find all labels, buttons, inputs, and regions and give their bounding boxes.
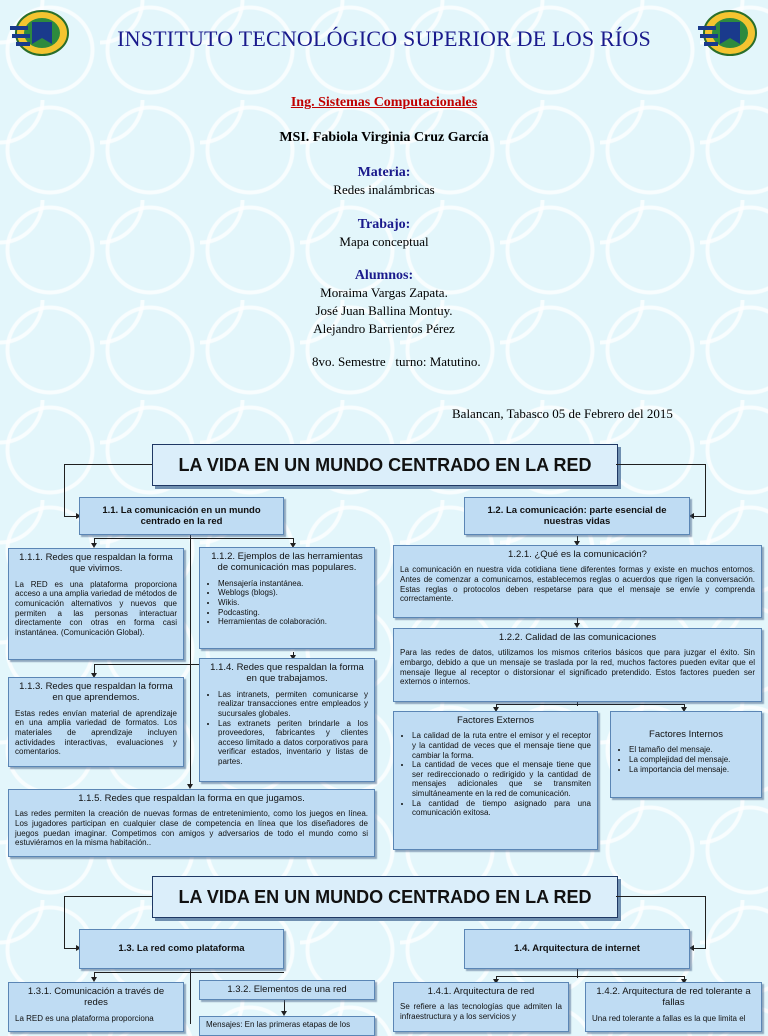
- node-1-1-4: [199, 658, 375, 782]
- students-label: Alumnos:: [354, 268, 414, 283]
- node-text: La comunicación en nuestra vida cotidiana tiene diferentes formas y existe en muchos entornos. Antes de comenzar a comunicarnos, establecemos reglas o acuerdos que rigen la conversación. Estas reglas o protocolos deben respetarse para que el mensaje se envíe y comprenda correctamente.: [400, 565, 755, 604]
- list-item: • Podcasting.: [218, 608, 368, 618]
- list-item: • Herramientas de colaboración.: [218, 617, 368, 627]
- node-title: 1.1.4. Redes que respaldan la forma en que trabajamos.: [210, 662, 364, 685]
- list-item: • La calidad de la ruta entre el emisor y el receptor y la cantidad de veces que el mensaje tiene que cambiar la forma.: [412, 731, 591, 760]
- node-title: 1.4.1. Arquitectura de red: [427, 986, 535, 997]
- node-1-1-1: [8, 548, 184, 660]
- node-1-3-1: [8, 982, 184, 1032]
- map-title: LA VIDA EN UN MUNDO CENTRADO EN LA RED: [152, 876, 618, 918]
- node-1-4-1: [393, 982, 569, 1032]
- institution-title: INSTITUTO TECNOLÓGICO SUPERIOR DE LOS RÍOS: [117, 26, 651, 51]
- work-label: Trabajo:: [357, 217, 411, 232]
- teacher-name: MSI. Fabiola Virginia Cruz García: [279, 130, 489, 145]
- subject-value: Redes inalámbricas: [333, 182, 435, 197]
- node-title: 1.2.2. Calidad de las comunicaciones: [498, 632, 657, 643]
- node-text: Mensajes: En las primeras etapas de los: [206, 1020, 351, 1029]
- node-text: La RED es una plataforma proporciona acceso a una amplia variedad de métodos de comunicación alternativos y nuevos que permiten a las personas interactuar directamente con otras en forma casi instantánea. (Comunicación Global).: [15, 579, 177, 637]
- node-text: La RED es una plataforma proporciona: [15, 1013, 154, 1023]
- list-item: • La complejidad del mensaje.: [629, 755, 755, 765]
- node-1-1-2: [199, 547, 375, 649]
- map-title: LA VIDA EN UN MUNDO CENTRADO EN LA RED: [152, 444, 618, 486]
- node-title: 1.3.1. Comunicación a través de redes: [27, 986, 165, 1009]
- node-text: Para las redes de datos, utilizamos los mismos criterios básicos que para juzgar el éxito. Sin embargo, debido a que un mensaje se traslada por la red, muchos factores pueden evitar que el mensaje llegue al receptor o distorsionar el significado pretendido. Estos factores pueden ser externos o internos.: [400, 648, 755, 687]
- node-1-3-2: 1.3.2. Elementos de una red: [199, 980, 375, 1000]
- node-internal-factors: [610, 711, 762, 798]
- node-title: Factores Internos: [649, 729, 723, 740]
- career-name: Ing. Sistemas Computacionales: [290, 95, 478, 110]
- node-1-1-5: [8, 789, 375, 857]
- node-external-factors: [393, 711, 598, 850]
- node-title: 1.1.5. Redes que respaldan la forma en que jugamos.: [78, 793, 305, 804]
- node-text: Estas redes envían material de aprendizaje en una amplia variedad de formatos. Los materiales de aprendizaje incluyen actividades interactivas, evaluaciones y comentarios.: [15, 708, 177, 757]
- list-item: • Weblogs (blogs).: [218, 588, 368, 598]
- node-1-2-2: [393, 628, 762, 702]
- node-1-4-2: [585, 982, 762, 1032]
- work-value: Mapa conceptual: [339, 234, 429, 249]
- list-item: • Mensajería instantánea.: [218, 579, 368, 589]
- subject-label: Materia:: [357, 165, 411, 180]
- node-1-4: 1.4. Arquitectura de internet: [464, 929, 690, 969]
- student-name: José Juan Ballina Montuy.: [315, 303, 453, 318]
- node-text: Las redes permiten la creación de nuevas formas de entretenimiento, como los juegos en línea. Los jugadores participan en cualquier clase de competencia en línea que los diseñadores de juegos puedan imaginar. Competimos con amigos y adversarios de todo el mundo como si estuviéramos en la misma habitación..: [15, 809, 368, 848]
- list-item: • El tamaño del mensaje.: [629, 745, 755, 755]
- node-text: Se refiere a las tecnologías que admiten la infraestructura y a los servicios y: [400, 1002, 562, 1021]
- node-1-2-1: [393, 545, 762, 618]
- node-1-2: 1.2. La comunicación: parte esencial de nuestras vidas: [464, 497, 690, 535]
- list-item: • La cantidad de veces que el mensaje tiene que ser redireccionado o redirigido y la cantidad de mensajes adicionales que se transmiten simultáneamente en la red de comunicación.: [412, 760, 591, 798]
- node-title: 1.4.2. Arquitectura de red tolerante a fallas: [596, 986, 751, 1009]
- node-text: Una red tolerante a fallas es la que limita el: [592, 1013, 746, 1023]
- list-item: • La importancia del mensaje.: [629, 765, 755, 775]
- place-date: Balancan, Tabasco 05 de Febrero del 2015: [452, 406, 673, 421]
- node-title: Factores Externos: [456, 715, 535, 726]
- semester-shift: 8vo. Semestre turno: Matutino.: [312, 354, 481, 369]
- node-1-3: 1.3. La red como plataforma: [79, 929, 284, 969]
- node-1-1-3: [8, 677, 184, 767]
- list-item: • La cantidad de tiempo asignado para una comunicación exitosa.: [412, 799, 591, 818]
- node-title: 1.1.1. Redes que respaldan la forma que vivimos.: [19, 552, 173, 575]
- student-name: Alejandro Barrientos Pérez: [313, 321, 455, 336]
- list-item: • Wikis.: [218, 598, 368, 608]
- student-name: Moraima Vargas Zapata.: [320, 285, 448, 300]
- list-item: • Las extranets periten brindarle a los proveedores, fabricantes y clientes acceso limitado a datos corporativos para verificar estados, inventario y listas de partes.: [218, 719, 368, 767]
- node-title: 1.1.2. Ejemplos de las herramientas de comunicación mas populares.: [211, 551, 363, 574]
- node-1-1: 1.1. La comunicación en un mundo centrado en la red: [79, 497, 284, 535]
- list-item: • Las intranets, permiten comunicarse y realizar transacciones entre empleados y sucursales globales.: [218, 690, 368, 719]
- node-1-3-2-content: [199, 1016, 375, 1036]
- node-title: 1.2.1. ¿Qué es la comunicación?: [508, 549, 647, 560]
- node-title: 1.1.3. Redes que respaldan la forma en que aprendemos.: [19, 681, 173, 704]
